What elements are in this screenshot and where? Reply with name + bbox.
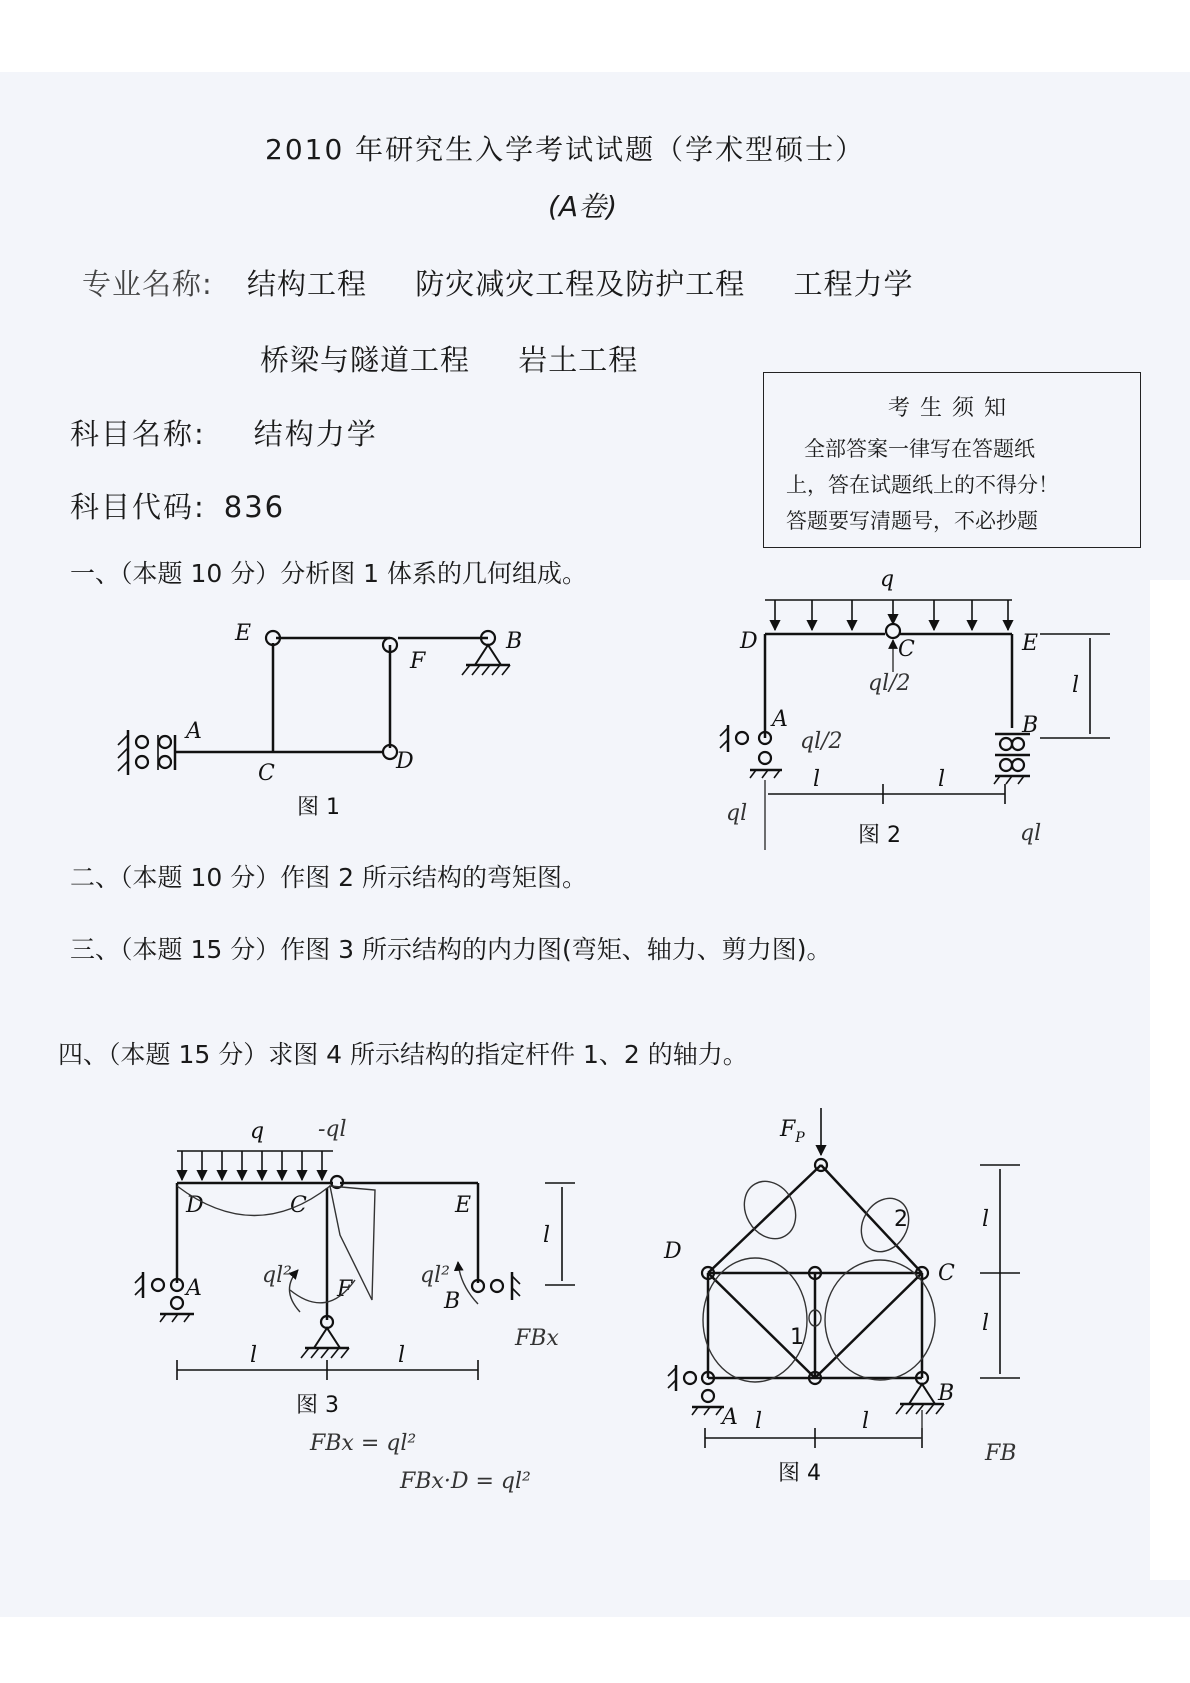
label-b: B xyxy=(444,1289,461,1314)
major-item: 工程力学 xyxy=(793,267,914,301)
hw-ql2-left: ql² xyxy=(262,1263,292,1288)
figure-2 xyxy=(720,567,1110,850)
label-c: C xyxy=(938,1261,955,1286)
support-a xyxy=(118,730,175,775)
hw-left-base: ql xyxy=(726,801,748,826)
pin-support-b xyxy=(462,645,510,675)
distributed-load-arrows xyxy=(775,600,1008,630)
code-label: 科目代码: xyxy=(70,490,206,524)
load-q: q xyxy=(880,567,895,592)
support-a xyxy=(668,1365,724,1415)
label-c: C xyxy=(258,761,275,786)
span-l-2: l xyxy=(862,1409,870,1434)
paper-version: (A卷) xyxy=(548,190,618,223)
height-l: l xyxy=(1072,673,1080,698)
height-l-1: l xyxy=(982,1207,990,1232)
label-d: D xyxy=(664,1239,682,1264)
hw-c-force: ql/2 xyxy=(868,671,911,696)
bar-label-2: 2 xyxy=(894,1207,908,1232)
notice-title: 考生须知 xyxy=(887,396,1016,421)
height-l: l xyxy=(543,1223,551,1248)
label-fp xyxy=(779,1117,805,1146)
support-f xyxy=(301,1316,349,1358)
hw-right-base: ql xyxy=(1020,821,1042,846)
span-l-2: l xyxy=(398,1343,406,1368)
label-a: A xyxy=(186,1276,202,1301)
bar-label-1: 1 xyxy=(790,1325,804,1350)
fp-main: F xyxy=(780,1117,796,1142)
hw-moment-arrow-right xyxy=(458,1262,478,1304)
figure-2-caption: 图 2 xyxy=(858,823,901,848)
label-f: F xyxy=(337,1277,353,1302)
label-a: A xyxy=(772,707,788,732)
notice-line: 答题要写清题号，不必抄题 xyxy=(786,509,1038,533)
figure-3-caption: 图 3 xyxy=(296,1393,339,1418)
question-2: 二、（本题 10 分）作图 2 所示结构的弯矩图。 xyxy=(70,863,588,892)
span-l-1: l xyxy=(250,1343,258,1368)
label-f: F xyxy=(410,649,426,674)
figure-4 xyxy=(663,1108,1020,1486)
label-c: C xyxy=(290,1193,307,1218)
label-e: E xyxy=(235,621,252,646)
distributed-load-arrows xyxy=(182,1151,322,1180)
hw-top: -ql xyxy=(318,1117,347,1142)
support-b xyxy=(994,734,1030,784)
major-item: 岩土工程 xyxy=(518,343,639,377)
major-item: 桥梁与隧道工程 xyxy=(260,343,471,377)
truss-bars xyxy=(708,1165,922,1378)
major-label: 专业名称: xyxy=(82,267,213,301)
hw-ql2-right: ql² xyxy=(420,1263,450,1288)
label-d: D xyxy=(740,629,758,654)
span-l-1: l xyxy=(813,767,821,792)
exam-title: 2010 年研究生入学考试试题（学术型硕士） xyxy=(265,133,866,166)
hw-circle-right-panel xyxy=(825,1260,935,1380)
load-q: q xyxy=(250,1119,265,1144)
hinge-c xyxy=(886,624,900,638)
label-d: D xyxy=(396,749,414,774)
dimension-lines xyxy=(705,1165,1020,1448)
label-a: A xyxy=(186,719,202,744)
label-b: B xyxy=(506,629,523,654)
notice-line: 上，答在试题纸上的不得分！ xyxy=(786,473,1059,497)
hw-fb: FB xyxy=(985,1441,1017,1466)
label-d: D xyxy=(186,1193,204,1218)
hw-a-moment: ql/2 xyxy=(800,729,843,754)
question-4: 四、（本题 15 分）求图 4 所示结构的指定杆件 1、2 的轴力。 xyxy=(58,1040,748,1069)
pin-support-b xyxy=(896,1384,944,1414)
question-3: 三、（本题 15 分）作图 3 所示结构的内力图(弯矩、轴力、剪力图)。 xyxy=(70,935,832,964)
notice-line: 全部答案一律写在答题纸 xyxy=(804,437,1035,461)
hw-circle-bar-2 xyxy=(852,1190,918,1260)
span-l-2: l xyxy=(938,767,946,792)
code-value: 836 xyxy=(223,490,286,524)
hw-eq-1: FBx = ql² xyxy=(310,1431,417,1456)
figure-1 xyxy=(118,621,522,820)
height-l-2: l xyxy=(982,1311,990,1336)
figure-3 xyxy=(135,1117,575,1494)
major-item: 结构工程 xyxy=(247,267,368,301)
figure-4-caption: 图 4 xyxy=(778,1461,821,1486)
major-item: 防灾减灾工程及防护工程 xyxy=(415,267,746,301)
label-a: A xyxy=(722,1405,738,1430)
fp-sub: P xyxy=(795,1130,805,1146)
support-a xyxy=(720,725,782,778)
label-b: B xyxy=(1022,713,1039,738)
label-b: B xyxy=(938,1381,955,1406)
subject-label: 科目名称: xyxy=(70,417,206,451)
figure-1-caption: 图 1 xyxy=(297,795,340,820)
label-c: C xyxy=(898,637,915,662)
label-e: E xyxy=(455,1193,472,1218)
subject-value: 结构力学 xyxy=(253,417,378,451)
span-l-1: l xyxy=(755,1409,763,1434)
label-e: E xyxy=(1022,631,1039,656)
hw-eq-2: FBx·D = ql² xyxy=(400,1469,531,1494)
question-1: 一、（本题 10 分）分析图 1 体系的几何组成。 xyxy=(70,559,588,588)
hw-fbx: FBx xyxy=(515,1326,559,1351)
